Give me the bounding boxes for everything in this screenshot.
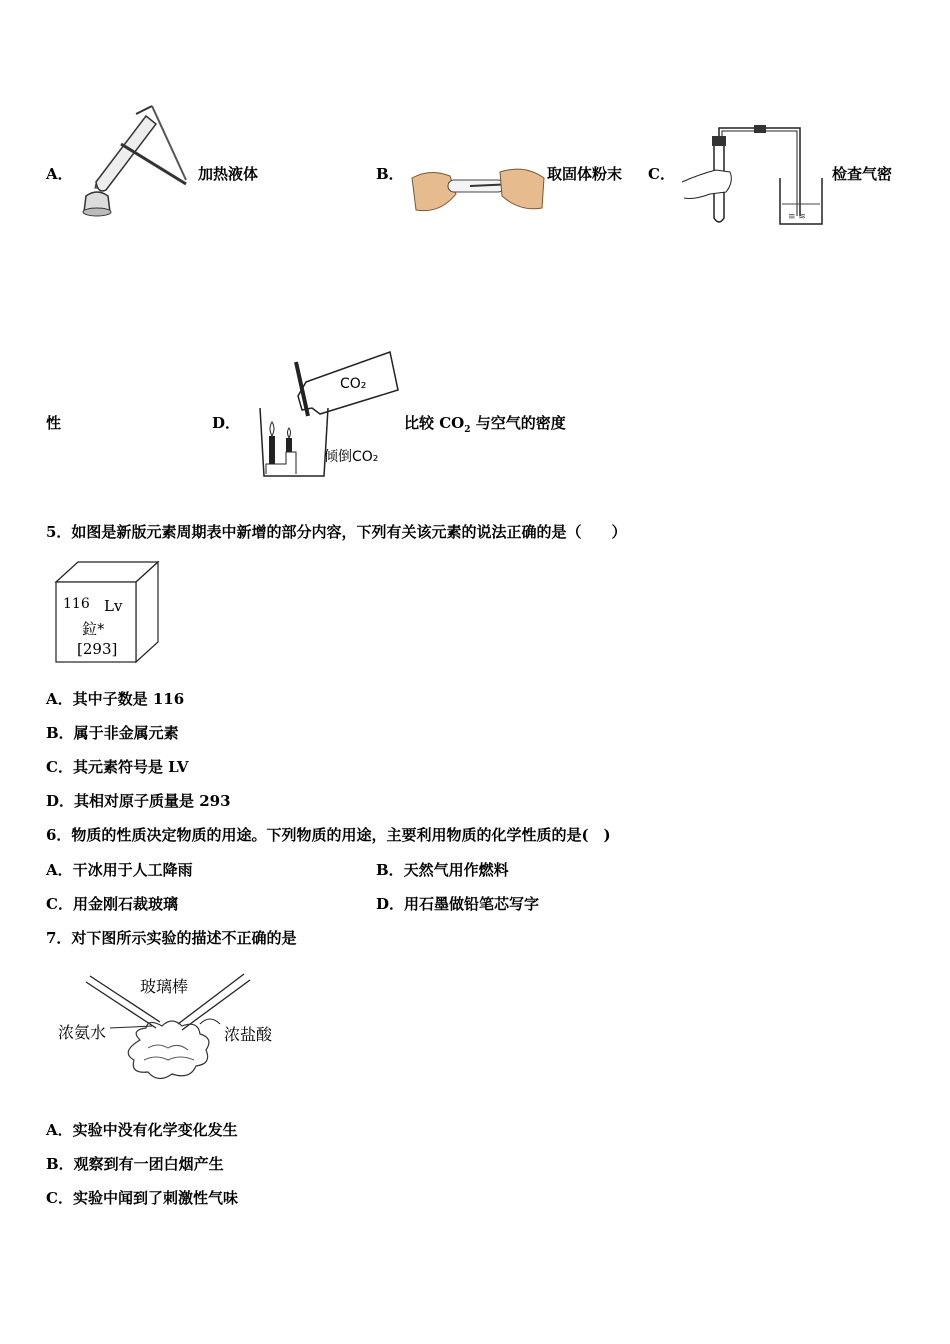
- heating-liquid-figure: [76, 104, 192, 218]
- q7-option-a: A．实验中没有化学变化发生: [46, 1121, 238, 1139]
- option-d-letter: D．: [212, 414, 241, 432]
- ammonia-label: 浓氨水: [58, 1023, 107, 1042]
- q6-stem: 6．物质的性质决定物质的用途。下列物质的用途，主要利用物质的化学性质的是( ): [46, 826, 611, 844]
- element-mass: [293]: [77, 640, 118, 658]
- co2-bottle-label: CO₂: [340, 376, 367, 392]
- airtightness-figure: [680, 122, 826, 226]
- q6-option-a: A．干冰用于人工降雨: [46, 861, 193, 879]
- svg-text:≡ ≋: ≡ ≋: [788, 212, 806, 222]
- glass-rod-label: 玻璃棒: [140, 977, 189, 996]
- q6-option-b: B．天然气用作燃料: [376, 861, 509, 879]
- option-c-text: 检查气密: [832, 165, 893, 183]
- q6-option-c: C．用金刚石裁玻璃: [46, 895, 178, 913]
- element-atomic-number: 116: [63, 596, 90, 612]
- co2-pour-caption: 倾倒CO₂: [324, 449, 379, 465]
- q5-option-d: D．其相对原子质量是 293: [46, 792, 231, 810]
- option-a-text: 加热液体: [198, 165, 259, 183]
- hydrochloric-acid-label: 浓盐酸: [224, 1025, 273, 1044]
- element-symbol: Lv: [104, 597, 123, 615]
- option-c-text-continued: 性: [46, 414, 62, 432]
- q5-option-a: A．其中子数是 116: [46, 690, 185, 708]
- q7-option-b: B．观察到有一团白烟产生: [46, 1155, 224, 1173]
- q7-option-c: C．实验中闻到了刺激性气味: [46, 1189, 238, 1207]
- option-d-text: 比较 $CO_2$ 与空气的密度: [404, 414, 566, 435]
- option-b-letter: B．: [376, 165, 404, 183]
- q5-option-c: C．其元素符号是 LV: [46, 758, 189, 776]
- q7-stem: 7．对下图所示实验的描述不正确的是: [46, 929, 297, 947]
- q5-stem: 5．如图是新版元素周期表中新增的部分内容，下列有关该元素的说法正确的是（ ）: [46, 523, 627, 541]
- q5-option-b: B．属于非金属元素: [46, 724, 179, 742]
- option-a-letter: A．: [46, 165, 73, 183]
- option-b-text: 取固体粉末: [547, 165, 623, 183]
- q6-option-d: D．用石墨做铅笔芯写字: [376, 895, 540, 913]
- option-c-letter: C．: [648, 165, 675, 183]
- solid-powder-figure: [410, 164, 548, 216]
- element-name: 鉝*: [82, 620, 105, 638]
